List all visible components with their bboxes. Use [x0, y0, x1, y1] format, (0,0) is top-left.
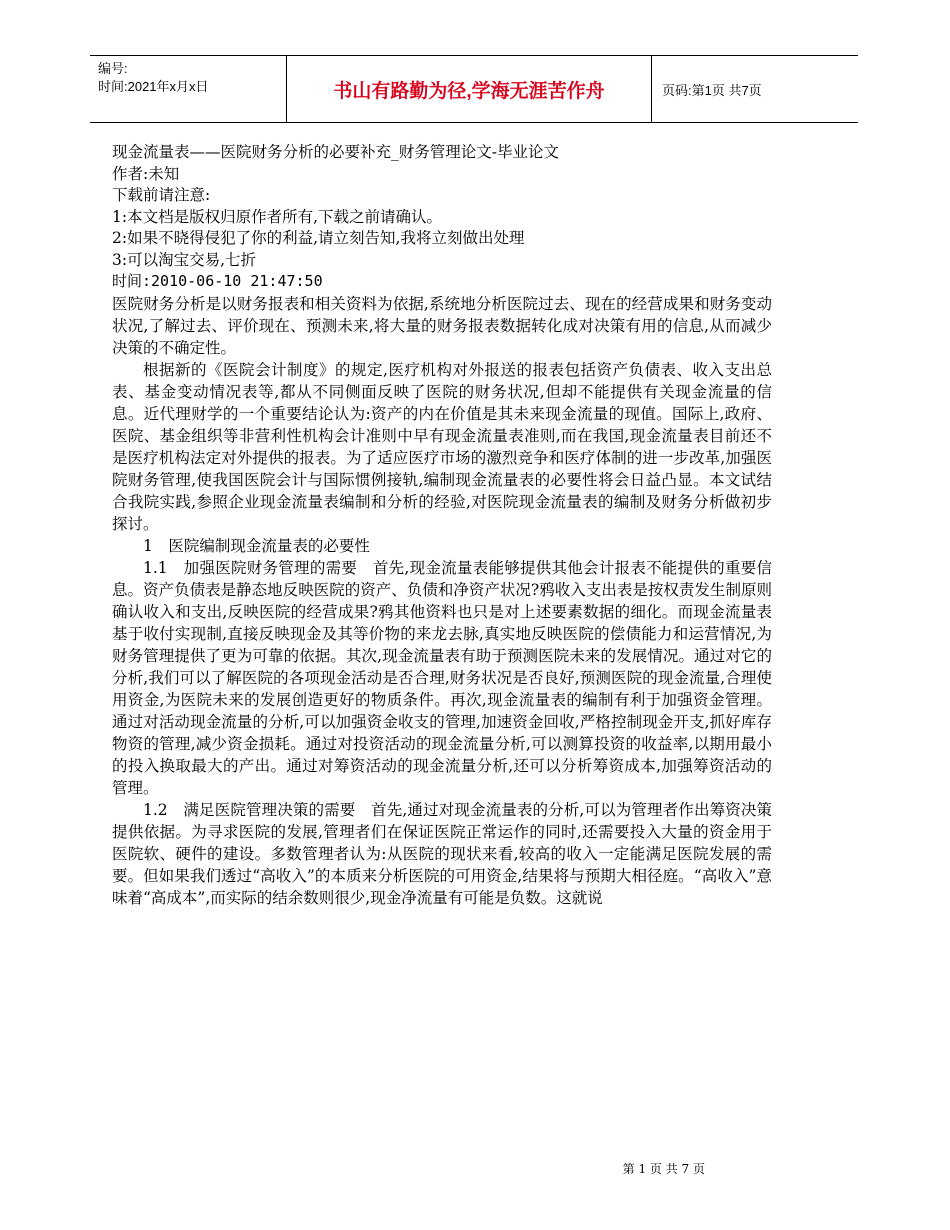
article-paragraph: 1.2 满足医院管理决策的需要 首先,通过对现金流量表的分析,可以为管理者作出筹资决策提供依据。为寻求医院的发展,管理者们在保证医院正常运作的同时,还需要投入大量的资金用于医院软、硬件的建设。多数管理者认为:从医院的现状来看,较高的收入一定能满足医院发展的需要。但如果我们透过“高收入”的本质来分析医院的可用资金,结果将与预期大相径庭。“高收入”意味着“高成本”,而实际的结余数则很少,现金净流量有可能是负数。这就说 [112, 800, 772, 907]
article-paragraph: 根据新的《医院会计制度》的规定,医疗机构对外报送的报表包括资产负债表、收入支出总表、基金变动情况表等,都从不同侧面反映了医院的财务状况,但却不能提供有关现金流量的信息。近代理财学的一个重要结论认为:资产的内在价值是其未来现金流量的现值。国际上,政府、医院、基金组织等非营利性机构会计准则中早有现金流量表准则,而在我国,现金流量表目前还不是医疗机构法定对外提供的报表。为了适应医疗市场的激烈竞争和医疗体制的进一步改革,加强医院财务管理,使我国医院会计与国际惯例接轨,编制现金流量表的必要性将会日益凸显。本文试结合我院实践,参照企业现金流量表编制和分析的经验,对医院现金流量表的编制及财务分析做初步探讨。 [112, 360, 772, 533]
article-paragraph: 医院财务分析是以财务报表和相关资料为依据,系统地分析医院过去、现在的经营成果和财务变动状况,了解过去、评价现在、预测未来,将大量的财务报表数据转化成对决策有用的信息,从而减少决策的不确定性。 [112, 294, 772, 357]
header-motto: 书山有路勤为径,学海无涯苦作舟 [286, 56, 652, 122]
document-time-label: 时间:2021年x月x日 [98, 79, 209, 94]
notice-heading: 下载前请注意: [112, 186, 211, 204]
article-time: 时间:2010-06-10 21:47:50 [112, 272, 323, 290]
article-title: 现金流量表——医院财务分析的必要补充_财务管理论文-毕业论文 [112, 143, 559, 161]
header-page-label: 页码:第1页 共7页 [662, 82, 762, 98]
article-body [112, 142, 772, 909]
notice-item: 3:可以淘宝交易,七折 [112, 250, 257, 269]
document-number-label: 编号: [98, 61, 128, 76]
page-footer: 第 1 页 共 7 页 [622, 1162, 705, 1176]
page-header [90, 55, 858, 123]
section-heading: 1 医院编制现金流量表的必要性 [143, 536, 370, 555]
header-meta [90, 56, 286, 122]
notice-item: 1:本文档是版权归原作者所有,下载之前请确认。 [112, 207, 443, 226]
notice-item: 2:如果不晓得侵犯了你的利益,请立刻告知,我将立刻做出处理 [112, 229, 525, 247]
article-paragraph: 1.1 加强医院财务管理的需要 首先,现金流量表能够提供其他会计报表不能提供的重要信息。资产负债表是静态地反映医院的资产、负债和净资产状况?鸦收入支出表是按权责发生制原则确认收入和支出,反映医院的经营成果?鸦其他资料也只是对上述要素数据的细化。而现金流量表基于收付实现制,直接反映现金及其等价物的来龙去脉,真实地反映医院的偿债能力和运营情况,为财务管理提供了更为可靠的依据。其次,现金流量表有助于预测医院未来的发展情况。通过对它的分析,我们可以了解医院的各项现金活动是否合理,财务状况是否良好,预测医院的现金流量,合理使用资金,为医院未来的发展创造更好的物质条件。再次,现金流量表的编制有利于加强资金管理。通过对活动现金流量的分析,可以加强资金收支的管理,加速资金回收,严格控制现金开支,抓好库存物资的管理,减少资金损耗。通过对投资活动的现金流量分析,可以测算投资的收益率,以期用最小的投入换取最大的产出。通过对筹资活动的现金流量分析,还可以分析筹资成本,加强筹资活动的管理。 [112, 558, 772, 797]
article-author: 作者:未知 [112, 164, 180, 183]
